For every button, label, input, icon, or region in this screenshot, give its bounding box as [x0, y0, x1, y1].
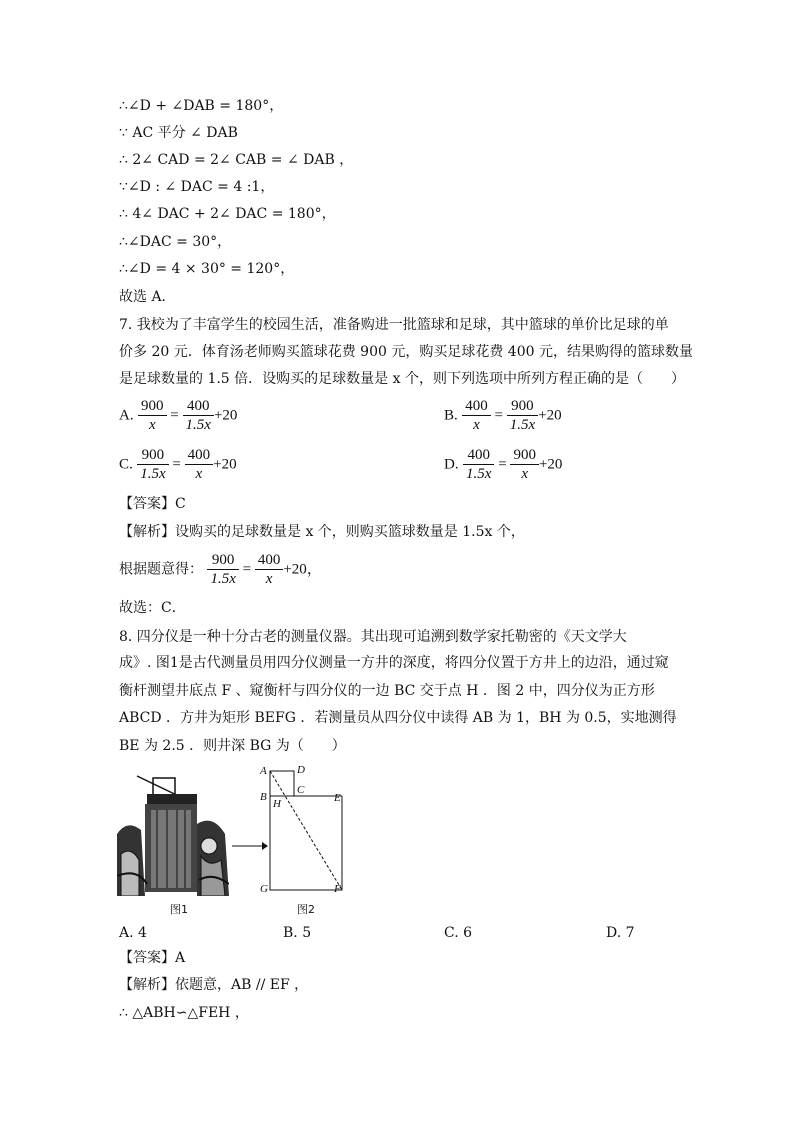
vertex-label-c: C	[297, 784, 305, 796]
q8-option-b: B. 5	[283, 925, 312, 941]
q8-analysis: 【解析】依题意，AB // EF ，	[119, 977, 309, 993]
q8-option-c: C. 6	[444, 925, 473, 941]
vertex-label-e: E	[334, 792, 341, 804]
q7-equation: 根据题意得： $\frac{900}{1.5x}$ = $\frac{400}{x}$ +20，	[119, 552, 322, 587]
q7-option-b: B. $\frac{400}{x}$ = $\frac{900}{1.5x}$ +20	[444, 398, 562, 433]
q8-stem-line: 成》. 图1是古代测量员用四分仪测量一方井的深度，将四分仪置于方井上的边沿，通过窥	[119, 655, 669, 671]
q8-stem-line: ABCD ．方井为矩形 BEFG ．若测量员从四分仪中读得 AB 为 1，BH 为 0.5，实地测得	[119, 710, 677, 726]
figure-1-illustration	[117, 764, 229, 896]
q7-option-a: A. $\frac{900}{x}$ = $\frac{400}{1.5x}$ +20	[119, 398, 238, 433]
q8-option-d: D. 7	[606, 925, 635, 941]
figure-2-diagram	[256, 762, 356, 896]
solution-line: ∵∠D : ∠ DAC = 4 :1，	[119, 179, 275, 195]
q7-stem-line: 7. 我校为了丰富学生的校园生活，准备购进一批篮球和足球，其中篮球的单价比足球的单	[119, 317, 669, 333]
vertex-label-f: F	[334, 883, 341, 895]
solution-conclusion: 故选 A．	[119, 289, 176, 305]
q7-option-c: C. $\frac{900}{1.5x}$ = $\frac{400}{x}$ +20	[119, 447, 237, 482]
q8-answer: 【答案】A	[119, 950, 186, 966]
solution-line: ∴∠DAC = 30°，	[119, 234, 232, 250]
q8-stem-line: 衡杆测望井底点 F 、窥衡杆与四分仪的一边 BC 交于点 H ．图 2 中，四分仪为正方形	[119, 683, 655, 699]
figure-2-caption: 图2	[297, 903, 315, 916]
vertex-label-a: A	[260, 765, 267, 777]
vertex-label-g: G	[260, 883, 268, 895]
q8-option-a: A. 4	[119, 925, 147, 941]
solution-line: ∴∠D = 4 × 30° = 120°，	[119, 261, 295, 277]
vertex-label-b: B	[260, 791, 267, 803]
solution-line: ∴∠D + ∠DAB = 180°，	[119, 98, 284, 114]
q8-stem-line: BE 为 2.5 ．则井深 BG 为（ ）	[119, 738, 346, 754]
q7-option-d: D. $\frac{400}{1.5x}$ = $\frac{900}{x}$ +20	[444, 447, 563, 482]
figure-1-caption: 图1	[170, 903, 188, 916]
q7-stem-line: 价多 20 元．体育汤老师购买篮球花费 900 元，购买足球花费 400 元，结果购得的篮球数量	[119, 344, 693, 360]
vertex-label-h: H	[273, 798, 281, 810]
vertex-label-d: D	[297, 764, 305, 776]
solution-line: ∴ 2∠ CAD = 2∠ CAB = ∠ DAB ，	[119, 152, 354, 168]
q8-similar-triangles: ∴ △ABH∽△FEH ，	[119, 1005, 249, 1021]
q8-stem-line: 8. 四分仪是一种十分古老的测量仪器。其出现可追溯到数学家托勒密的《天文学大	[119, 629, 627, 645]
q7-answer: 【答案】C	[119, 496, 186, 512]
q7-stem-line: 是足球数量的 1.5 倍．设购买的足球数量是 x 个，则下列选项中所列方程正确的是（ ）	[119, 371, 685, 387]
q7-choose: 故选：C．	[119, 600, 186, 616]
q7-analysis: 【解析】设购买的足球数量是 x 个，则购买篮球数量是 1.5x 个，	[119, 524, 525, 540]
solution-line: ∴ 4∠ DAC + 2∠ DAC = 180°，	[119, 206, 336, 222]
solution-line: ∵ AC 平分 ∠ DAB	[119, 125, 238, 141]
